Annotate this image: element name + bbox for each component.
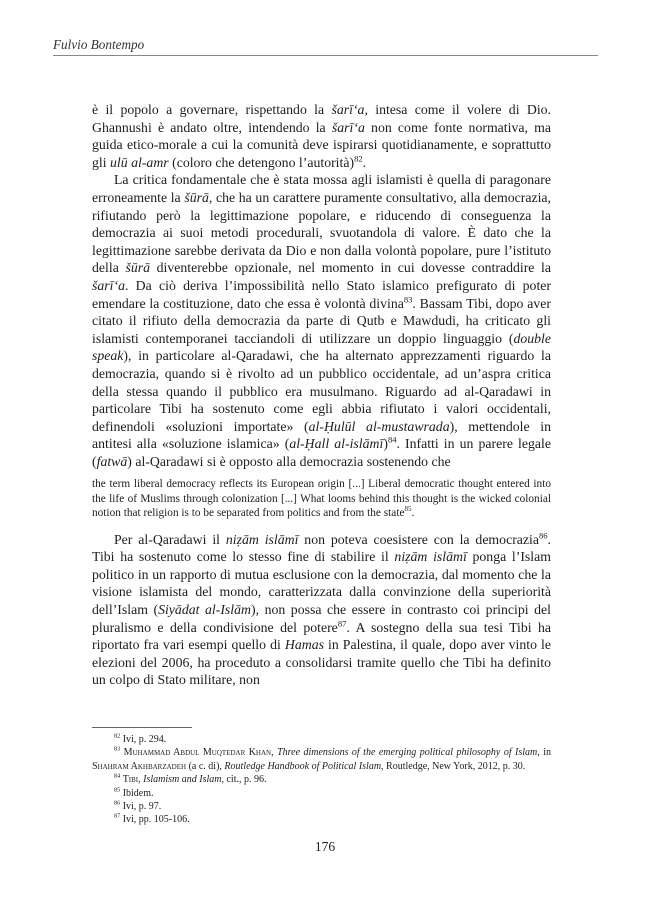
text-run: . — [362, 154, 367, 170]
italic-term: niẓām islāmī — [394, 549, 467, 565]
text-run: . Tibi ha sostenuto come lo stesso fine di stabilire il — [92, 531, 551, 565]
footnote-text: Ivi, p. 97. — [120, 801, 162, 813]
text-run: è il popolo a governare, rispettando la — [92, 102, 332, 117]
italic-term: Hamas — [284, 637, 324, 653]
footnote-text: (a c. di), — [186, 760, 225, 772]
paragraph-1 — [92, 101, 551, 171]
text-run: ), non possa che essere in contrasto coi principi del pluralismo e della condivisione del potere — [92, 602, 551, 635]
footnote-text: Ibidem. — [120, 787, 154, 799]
text-run: (coloro che detengono l’autorità) — [168, 154, 355, 170]
text-run: , che ha un carattere puramente consultativo, alla democrazia, rifiutando però la legittimazione popolare, e riducendo di conseguenza la democrazia ai suoi metodi procedurali, svuotandola di valore. È dato che la legittimazione sarebbe derivata da Dio e non dalla volontà popolare, pure l’istituto della — [92, 189, 551, 276]
text-run: La critica fondamentale che è stata mossa agli islamisti è quella di paragonare erroneamente la — [92, 172, 551, 205]
footnote-ref: 85 — [404, 505, 412, 514]
footnote-ref: 83 — [403, 293, 413, 304]
block-quote — [92, 477, 551, 520]
footnote-84 — [92, 773, 551, 786]
italic-term: šarīʻa — [331, 102, 365, 117]
paragraph-2 — [92, 171, 551, 470]
footnote-ref: 86 — [539, 530, 548, 541]
italic-term: šūrā — [184, 189, 209, 205]
text-run: Per al-Qaradawi il — [114, 531, 226, 547]
footnote-book-title: Routledge Handbook of Political Islam — [224, 760, 382, 772]
footnote-number: 83 — [114, 746, 121, 754]
footnote-number: 85 — [114, 786, 121, 794]
text-run: , intesa come il volere di Dio. Ghannushi è andato oltre, intendendo la — [92, 102, 552, 135]
footnote-text: Ivi, pp. 105-106. — [120, 814, 190, 826]
italic-term: šarīʻa — [92, 277, 125, 293]
text-run: ) — [383, 436, 388, 452]
text-run: . Da ciò deriva l’impossibilità nello Stato islamico prefigurato di poter emendare la costituzione, dato che essa è volontà divina — [92, 277, 551, 311]
footnote-83 — [92, 746, 551, 773]
footnote-ref: 87 — [337, 618, 347, 629]
footnote-text: Ivi, p. 294. — [120, 734, 167, 745]
footnote-text: , Routledge, New York, 2012, p. 30. — [381, 760, 526, 772]
footnote-number: 84 — [114, 772, 121, 780]
footnote-text: , — [138, 774, 144, 786]
italic-term: ulū al-amr — [110, 154, 169, 170]
footnote-title: Islamism and Islam — [143, 774, 222, 786]
footnote-86 — [92, 800, 551, 813]
text-run: . — [411, 507, 415, 520]
footnote-author: Muhammad Abdul Muqtedar Khan — [123, 747, 272, 759]
footnote-number: 82 — [114, 732, 121, 740]
footnote-82 — [92, 733, 551, 746]
footnote-editor: Shahram Akhbarzadeh — [92, 760, 187, 772]
italic-term: al-Ḥulūl al-mustawrada — [308, 418, 450, 434]
italic-term: šūrā — [125, 260, 150, 276]
italic-term: fatwā — [96, 453, 128, 469]
footnote-rule — [92, 727, 192, 728]
footnote-title: Three dimensions of the emerging political philosophy of Islam — [277, 747, 538, 759]
footnote-text: , in — [537, 747, 552, 759]
text-run: non poteva coesistere con la democrazia — [298, 531, 539, 547]
footnote-author: Tibi — [122, 774, 139, 786]
footnote-ref: 84 — [387, 434, 397, 445]
text-run: non come fonte normativa, ma guida etico-morale a cui la comunità deve ispirarsi quotidianamente, e soprattutto gli — [92, 119, 551, 170]
running-author: Fulvio Bontempo — [53, 37, 145, 52]
quote-text: the term liberal democracy reflects its European origin [...] Liberal democratic thought entered into the life of Muslims through colonization [...] What looms behind this thought is the wicked colonial notion that religion is to be separated from politics and from the state — [92, 478, 551, 520]
text-run: ) al-Qaradawi si è opposto alla democrazia sostenendo che — [127, 453, 451, 469]
italic-term: al-Ḥall al-islāmī — [289, 436, 384, 452]
footnotes — [92, 733, 551, 827]
main-text — [92, 101, 551, 689]
text-run: . Infatti in un parere legale ( — [92, 436, 551, 469]
text-run: . Bassam Tibi, dopo aver citato il rifiuto della democrazia da parte di Qutb e Mawdudi, ha criticato gli islamisti contemporanei tacciandoli di utilizzare un doppio linguaggio ( — [92, 295, 551, 346]
footnote-number: 86 — [114, 799, 121, 807]
text-run: . A sostegno della sua tesi Tibi ha riportato fra vari esempi quello di — [92, 619, 552, 653]
footnote-85 — [92, 787, 551, 800]
paragraph-3 — [92, 531, 551, 689]
text-run: ponga l’Islam politico in un rapporto di mutua esclusione con la democrazia, dal momento che la visione islamista del mondo, caratterizzata dalla convinzione della superiorità dell’Islam ( — [92, 549, 551, 618]
italic-term: double speak — [92, 330, 551, 364]
footnote-ref: 82 — [354, 153, 363, 164]
running-header — [53, 37, 598, 53]
header-rule — [53, 55, 598, 56]
italic-term: šarīʻa — [331, 119, 365, 135]
text-run: ), mettendole in antitesi alla «soluzione islamica» ( — [92, 418, 551, 452]
page-number: 176 — [314, 839, 336, 854]
text-run: diventerebbe opzionale, nel momento in cui dovesse contraddire la — [150, 260, 552, 276]
italic-term: niẓām islāmī — [225, 531, 299, 547]
footnote-87 — [92, 813, 551, 826]
text-run: in Palestina, il quale, dopo aver vinto le elezioni del 2006, ha proceduto a consolidarsi tramite quello che Tibi ha definito un colpo di Stato militare, non — [92, 637, 552, 688]
footnote-text: , — [271, 747, 278, 759]
text-run: ), in particolare al-Qaradawi, che ha alternato apprezzamenti riguardo la democrazia, quando si è rivolto ad un pubblico occidentale, ad un’aspra critica della stessa quando il pubblico era musulmano. Riguardo ad al-Qaradawi in particolare Tibi ha sostenuto come egli abbia rifiutato i valori occidentali, definendoli «soluzioni importate» ( — [92, 348, 551, 434]
italic-term: Siyādat al-Islām — [158, 602, 251, 618]
footnote-text: , cit., p. 96. — [221, 774, 267, 786]
footnote-number: 87 — [114, 813, 121, 821]
